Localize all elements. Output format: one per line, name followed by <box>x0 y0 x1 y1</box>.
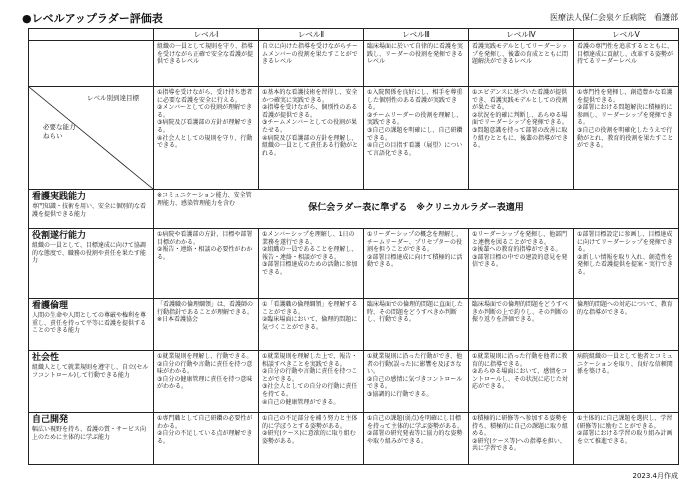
practice-merged-cell <box>154 190 679 229</box>
level-goal <box>469 87 574 190</box>
criteria-cell <box>154 229 259 299</box>
criteria-text: ①自己の課題(弱点)を明確にし目標を持って主体的に学ぶ姿勢がある。 ②部署の研究発表等に協力的な姿勢や取り組みができる。 <box>367 415 464 445</box>
corner-cell <box>29 29 154 41</box>
category-cell <box>29 190 154 229</box>
category-name: 看護実践能力 <box>32 192 87 202</box>
goal-text: ①エビデンスに基づいた看護が提供でき、看護実践モデルとしての役割が果たせる。 ②状況を的確に判断し、あらゆる場面でリーダーシップを発揮できる。 ③問題意識を持って部署の改善に取り組むとともに、後輩の指導ができる。 <box>472 89 569 150</box>
category-description: 幅広い視野を持ち、看護の質・サービス向上のために主体的に学ぶ能力 <box>32 426 147 441</box>
level-definition: 自立に向けた指導を受けながらチームメンバーの役割を果たすことができるレベル <box>259 41 364 87</box>
criteria-cell <box>259 413 364 465</box>
practice-row <box>29 190 679 229</box>
category-description: 組織の一員として、目標達成に向けて協調的な態度で、職務の役割や責任を果たす能力 <box>32 242 146 265</box>
category-cell <box>29 299 154 351</box>
creation-date: 2023.4月作成 <box>632 472 678 480</box>
organization-name: 医療法人保仁会泉ケ丘病院 看護部 <box>550 13 678 22</box>
criteria-text: ①部署目標設定に参画し、目標達成に向けてリーダーシップを発揮できる。 ②新しい情報を取り入れ、創造性を発揮した看護提供を提案・実行できる。 <box>577 231 674 276</box>
criteria-text: ①病院や看護部の方針、目標や部署目標がわかる。 ②報告・連絡・相談の必要性がわかる。 <box>157 231 253 261</box>
level-header: レベルⅣ <box>469 29 574 41</box>
criteria-cell <box>469 299 574 351</box>
category-name: 看護倫理 <box>32 301 69 311</box>
level-goal <box>259 87 364 190</box>
criteria-cell <box>154 351 259 413</box>
criteria-text: ①リーダーシップを発揮し、他部門と連携を図ることができる。 ②後輩への教育的指導ができる。 ③部署目標の中での建設的意見を発信できる。 <box>472 231 568 269</box>
level-header: レベルⅡ <box>259 29 364 41</box>
goal-label: レベル別到達目標 <box>87 94 139 102</box>
criteria-text: ①リーダーシップの概念を理解し、チームリーダー、プリセプターの役割を担うことができる。 ②部署目標達成に向けて積極的に活動できる。 <box>367 231 463 269</box>
category-description: 人間の生命や人間としての尊厳や権利を尊重し、責任を持って平等に看護を提供することのできる能力 <box>32 312 147 335</box>
criteria-cell <box>259 351 364 413</box>
criteria-cell <box>364 413 469 465</box>
criteria-cell <box>364 351 469 413</box>
category-cell <box>29 229 154 299</box>
criteria-cell <box>469 351 574 413</box>
category-name: 自己開発 <box>32 415 69 425</box>
criteria-text: 「看護職の倫理綱領」は、看護師の行動指針であることが理解できる。 ※日本看護協会 <box>157 301 254 324</box>
level-definition: 臨床場面に於いて自律的に看護を実践し、リーダーの役割を発揮できるレベル <box>364 41 469 87</box>
category-name: 役割遂行能力 <box>32 231 87 241</box>
criteria-text: 倫理的問題への対応について、教育的な指導ができる。 <box>577 301 673 316</box>
category-cell <box>29 351 154 413</box>
criteria-text: 臨床場面での倫理的問題に直面した時、その問題をどうすべきか判断し、行動できる。 <box>367 301 464 324</box>
definition-label-cell <box>29 41 154 87</box>
criteria-text: ①「看護職の倫理綱領」を理解することができる。 ②臨床場面において、倫理的問題に気づくことができる。 <box>262 301 358 331</box>
criteria-text: ①主体的に自己課題を選択し、学習(研修等)に励むことができる。 ②部署における学習の取り組み計画を立て推進できる。 <box>577 415 673 445</box>
criteria-cell <box>574 229 679 299</box>
criteria-cell <box>259 299 364 351</box>
diagonal-header-cell <box>29 87 154 190</box>
criteria-cell <box>154 299 259 351</box>
category-description: 専門知識・技術を用い、安全に個別的な看護を提供できる能力 <box>32 203 147 218</box>
criteria-text: ①メンバーシップを理解し、1日の業務を遂行できる。 ②組織の一員であることを理解し、報告・連絡・相談ができる。 ③部署目標達成のための活動に参加できる。 <box>262 231 358 276</box>
criteria-text: ①就業規則を理解した上で、報告・相談すべきことを実践できる。 ②自分の行動や言動に責任を持つことができる。 ③社会人としての自分の行動に責任を持てる。 ④自己の健康管理ができる。 <box>262 353 358 406</box>
criteria-cell <box>259 229 364 299</box>
level-definition: 看護実践モデルとしてリーダーシップを発揮し、後輩の育成とともに問題解決ができるレベル <box>469 41 574 87</box>
level-definition: 看護の専門性を追求するとともに、目標達成に貢献し、改革する姿勢が持てるリーダーレベル <box>574 41 679 87</box>
category-row <box>29 413 679 465</box>
practice-note: ※コミュニケーション能力、安全管理能力、感染管理能力を含む <box>157 192 252 207</box>
level-goal <box>154 87 259 190</box>
criteria-text: ①就業規則に沿った行動ができ、他者の行動(誤った)に影響を及ぼさない。 ②自己の感情に気づきコントロールできる。 ③協調的に行動できる。 <box>367 353 463 398</box>
goal-text: ①専門性を発揮し、創造豊かな看護を提供できる。 ②部署における問題解決に積極的に参画し、リーダーシップを発揮できる。 ③自己の役割を明確化したうえで行動がとれ、教育的役割を果たすことができる。 <box>577 89 674 150</box>
criteria-text: 病院組織の一員として他者とコミュニケーションを取り、良好な信頼関係を築ける。 <box>577 353 673 376</box>
criteria-text: ①自己の不足部分を補う努力と主体的に学ぼうとする姿勢がある。 ②研究(ケース)に意欲的に取り組む姿勢がある。 <box>262 415 358 445</box>
practice-reference: 保仁会ラダー表に準ずる ※クリニカルラダー表適用 <box>308 203 524 214</box>
criteria-text: ①就業規則を理解し、行動できる。 ②自分の行動や言動に責任を持つ意味がわかる。 ③自分の健康管理に責任を持つ意味がわかる。 <box>157 353 253 391</box>
goal-text: ①基本的な看護技術を習得し、安全かつ確実に実践できる。 ②指導を受けながら、個別性のある看護が提供できる。 ③チームメンバーとしての役割が果たせる。 ④病院及び看護部の方針を理解し、組織の一員として責任ある行動がとれる。 <box>262 89 359 157</box>
definition-row <box>29 41 679 87</box>
category-cell <box>29 413 154 465</box>
criteria-cell <box>574 351 679 413</box>
criteria-cell <box>154 413 259 465</box>
goals-row <box>29 87 679 190</box>
level-goal <box>364 87 469 190</box>
criteria-cell <box>574 299 679 351</box>
criteria-text: 臨床場面での倫理的問題をどうすべきか判断の上で釣りし、その判断の振り返りを評価できる。 <box>472 301 569 324</box>
category-row <box>29 351 679 413</box>
criteria-text: ①積極的に研修等へ参加する姿勢を持ち、積極的に自己の課題に取り組める。 ②研究(ケース等)への指導を担い、共に学習できる。 <box>472 415 569 453</box>
criteria-text: ①専門職として自己研鑽の必要性がわかる。 ②自分の不足している点が理解できる。 <box>157 415 253 445</box>
level-definition: 組織の一員として規則を守り、指導を受けながら正確で安全な看護が提供できるレベル <box>154 41 259 87</box>
category-description: 組織人として就業規則を遵守し、自立(セルフコントロール)して行動できる能力 <box>32 364 149 379</box>
ladder-evaluation-table <box>28 28 679 465</box>
goal-text: ①指導を受けながら、受け持ち患者に必要な看護を安全に行える。 ②メンバーとしての役割が理解できる。 ③病院及び看護部の方針が理解できる。 ④社会人としての規則を守り、行動できる。 <box>157 89 253 150</box>
level-header: レベルⅢ <box>364 29 469 41</box>
criteria-cell <box>469 229 574 299</box>
level-header-row <box>29 29 679 41</box>
ability-label: 必要な能力 ねらい <box>43 123 76 140</box>
criteria-cell <box>574 413 679 465</box>
criteria-cell <box>364 299 469 351</box>
criteria-cell <box>469 413 574 465</box>
goal-text: ①入院関係を良好にし、相手を尊重した個別性のある看護が実践できる。 ②チームリーダーの役割を理解し、実践できる。 ③自己の課題を明確にし、自己研鑽できる。 ④自己の目指す看護（展望）について言語化できる。 <box>367 89 463 157</box>
criteria-text: ①就業規則に沿った行動を他者に教育的に指導できる。 ②あらゆる場面において、感情をコントロールし、その状況に応じた対応ができる。 <box>472 353 568 391</box>
level-header: レベルⅤ <box>574 29 679 41</box>
category-row <box>29 299 679 351</box>
criteria-cell <box>364 229 469 299</box>
page-title: ●レベルアップラダー評価表 <box>22 12 163 25</box>
level-goal <box>574 87 679 190</box>
category-row <box>29 229 679 299</box>
category-name: 社会性 <box>32 353 60 363</box>
level-header: レベルⅠ <box>154 29 259 41</box>
